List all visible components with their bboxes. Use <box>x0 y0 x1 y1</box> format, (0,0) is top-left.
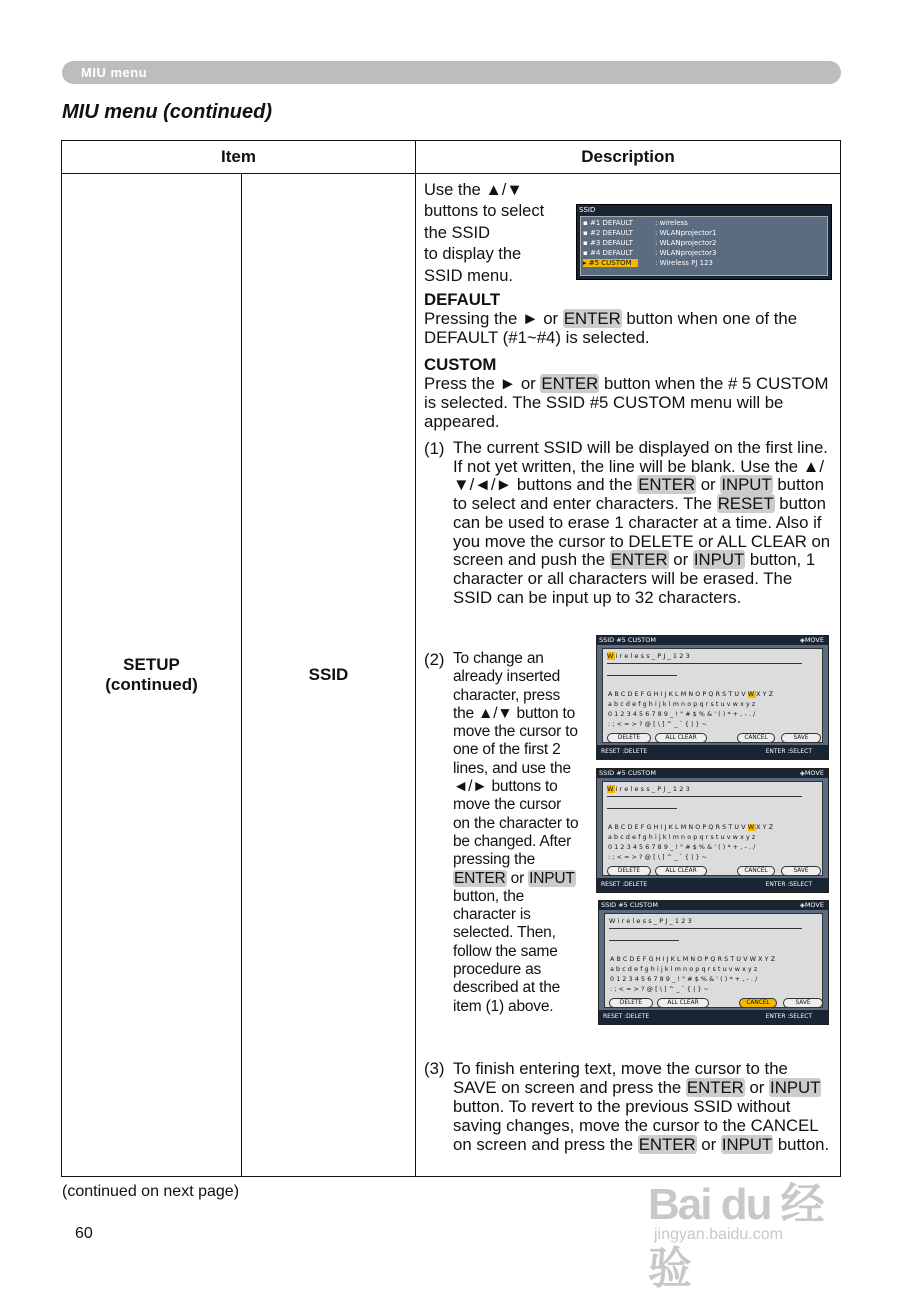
screen-all-clear-button: ALL CLEAR <box>655 733 707 743</box>
custom-screen-screenshot <box>596 635 829 760</box>
ssid-item-value: : WLANprojector3 <box>655 249 717 257</box>
move-hint: ◈MOVE <box>799 901 824 909</box>
col-item-header: Item <box>62 141 416 174</box>
screen-body <box>602 648 823 743</box>
ssid-menu-item: ▪ #1 DEFAULT : wireless <box>583 219 688 227</box>
text-underline <box>607 675 677 676</box>
item-label: SETUP (continued) <box>105 655 198 694</box>
ssid-item-name: ▸ #5 CUSTOM <box>583 259 638 267</box>
step3-text <box>453 1059 835 1154</box>
text-underline <box>607 663 802 664</box>
step-text-segment: button. To revert to the previous SSID without saving changes, move the cursor to the CANCEL on screen and press the <box>453 1097 819 1154</box>
enter-key: ENTER <box>563 309 621 328</box>
custom-screen-screenshot <box>596 768 829 893</box>
input-key: INPUT <box>693 550 745 570</box>
ssid-text: ireless_PJ_123 <box>617 917 694 925</box>
char-row-text: XYZ <box>756 824 776 831</box>
step-text-segment: button, 1 character or all characters will be erased. The SSID can be input up to 32 characters. <box>453 550 816 607</box>
char-selected: W <box>747 824 757 831</box>
table-header-row <box>62 141 841 174</box>
screen-footer <box>599 1010 828 1024</box>
step3-number: (3) <box>424 1059 445 1078</box>
intro-line: the SSID <box>424 223 491 242</box>
ssid-item-name: #2 DEFAULT <box>589 229 633 237</box>
ssid-item-value: : wireless <box>655 219 688 227</box>
ssid-item-value: : Wireless PJ 123 <box>655 259 713 267</box>
subitem-label: SSID <box>308 665 349 684</box>
step-text-segment: or <box>668 550 693 570</box>
screen-delete-button: DELETE <box>607 866 651 876</box>
move-hint: ◈MOVE <box>799 636 824 644</box>
ssid-menu-item-selected <box>583 258 825 268</box>
step-text-segment: button can be used to erase 1 character at a time. Also if you move the cursor to DELETE or ALL CLEAR on screen and push the <box>453 494 831 570</box>
enter-key: ENTER <box>541 374 599 393</box>
enter-hint: ENTER :SELECT <box>765 1013 812 1020</box>
screen-delete-button: DELETE <box>609 998 653 1008</box>
text-cursor: W <box>609 917 618 925</box>
intro-line: SSID menu. <box>424 266 513 285</box>
table-row <box>62 174 841 1177</box>
step-text-segment: button, the character is selected. Then, follow the same procedure as described at the item (1) above. <box>453 887 561 1015</box>
step2-text <box>453 650 581 1016</box>
step-text-segment: To change an already inserted character, press the ▲/▼ button to move the cursor to one of the first 2 lines, and use the ◄/► buttons to move the cursor on the character to be changed. After pressing the <box>453 650 579 869</box>
menu-table <box>61 140 841 1177</box>
screen-save-button: SAVE <box>781 866 821 876</box>
char-row-text: ABCDEFGHIJKLMNOPQRSTUV <box>608 691 748 698</box>
intro-text <box>424 180 574 287</box>
intro-line: buttons to select <box>424 202 545 221</box>
screen-footer <box>597 745 828 759</box>
page-number: 60 <box>75 1225 93 1242</box>
step-text-segment: button to select and enter characters. The <box>453 475 824 514</box>
screen-delete-button: DELETE <box>607 733 651 743</box>
ssid-text-line <box>607 785 692 793</box>
ssid-item-name: #1 DEFAULT <box>589 219 633 227</box>
screen-body <box>602 781 823 876</box>
watermark-url: jingyan.baidu.com <box>654 1226 783 1243</box>
ssid-menu-screenshot <box>576 204 832 280</box>
watermark-logo: Bai du 经验 <box>648 1180 823 1293</box>
default-text: Pressing the ► or ENTER button when one of the DEFAULT (#1~#4) is selected. <box>424 309 798 347</box>
screen-save-button: SAVE <box>781 733 821 743</box>
move-hint: ◈MOVE <box>799 769 824 777</box>
step-text-segment: or <box>744 1078 770 1097</box>
screen-cancel-button: CANCEL <box>737 866 775 876</box>
char-row: :;<=>?@[\]^_`{|}~ <box>608 854 710 861</box>
enter-hint: ENTER :SELECT <box>765 748 812 755</box>
ssid-text: ireless_PJ_123 <box>615 652 692 660</box>
char-row: 0123456789_!"#$%&'()*+,-./ <box>610 976 760 983</box>
step-text-segment: To finish entering text, move the cursor to the SAVE on screen and press the <box>453 1059 788 1097</box>
input-key: INPUT <box>721 475 772 495</box>
step-text-segment: button. <box>773 1135 830 1154</box>
ssid-text-line <box>607 652 692 660</box>
col-description-header: Description <box>416 141 841 174</box>
step-text-segment: or <box>696 1135 721 1154</box>
text-cursor: W <box>607 785 616 793</box>
text-underline <box>609 928 802 929</box>
screen-footer <box>597 878 828 892</box>
ssid-item-value: : WLANprojector2 <box>655 239 717 247</box>
enter-key: ENTER <box>638 475 696 495</box>
step-text-segment: or <box>696 475 721 495</box>
char-row-text: XYZ <box>756 691 776 698</box>
char-row-text: ABCDEFGHIJKLMNOPQRSTUV <box>610 956 750 963</box>
input-key: INPUT <box>529 869 575 887</box>
intro-line: Use the ▲/▼ <box>424 181 523 199</box>
reset-hint: RESET :DELETE <box>603 1013 650 1020</box>
char-row-text: XYZ <box>758 956 778 963</box>
text-underline <box>607 808 677 809</box>
reset-hint: RESET :DELETE <box>601 748 648 755</box>
ssid-menu-list <box>580 216 828 276</box>
reset-key: RESET <box>717 494 774 514</box>
ssid-item-name: #3 DEFAULT <box>589 239 633 247</box>
screen-save-button: SAVE <box>783 998 823 1008</box>
step1-text <box>453 439 833 607</box>
char-selected: W <box>747 691 757 698</box>
ssid-menu-item: ▪ #4 DEFAULT : WLANprojector3 <box>583 249 717 257</box>
char-row: :;<=>?@[\]^_`{|}~ <box>610 986 712 993</box>
ssid-item-name: #4 DEFAULT <box>589 249 633 257</box>
enter-key: ENTER <box>686 1078 744 1097</box>
step-text-segment: or <box>506 869 529 887</box>
step-text-segment: The current SSID will be displayed on the first line. If not yet written, the line will be blank. Use the ▲/▼/◄/► buttons and the <box>453 438 828 495</box>
custom-section <box>424 355 834 431</box>
screen-cancel-button: CANCEL <box>737 733 775 743</box>
text-underline <box>607 796 802 797</box>
char-row <box>610 956 777 963</box>
ssid-text: ireless_PJ_123 <box>615 785 692 793</box>
ssid-text-line <box>609 917 694 925</box>
input-key: INPUT <box>770 1078 821 1097</box>
description-cell <box>416 174 841 1177</box>
screen-cancel-button: CANCEL <box>739 998 777 1008</box>
custom-screen-screenshot <box>598 900 829 1025</box>
default-section <box>424 290 834 347</box>
page-title: MIU menu (continued) <box>62 101 272 123</box>
intro-line: to display the <box>424 245 522 264</box>
item-cell <box>62 174 242 1177</box>
char-row-text: ABCDEFGHIJKLMNOPQRSTUV <box>608 824 748 831</box>
custom-text: Press the ► or ENTER button when the # 5 CUSTOM is selected. The SSID #5 CUSTOM menu will be appeared. <box>424 374 829 431</box>
screen-title: SSID #5 CUSTOM ◈MOVE <box>599 901 828 910</box>
screen-all-clear-button: ALL CLEAR <box>655 866 707 876</box>
char-selected: W <box>749 956 759 963</box>
reset-hint: RESET :DELETE <box>601 881 648 888</box>
text-cursor: W <box>607 652 616 660</box>
input-key: INPUT <box>721 1135 773 1154</box>
step2-number: (2) <box>424 650 445 669</box>
char-row: :;<=>?@[\]^_`{|}~ <box>608 721 710 728</box>
ssid-menu-item: ▪ #3 DEFAULT : WLANprojector2 <box>583 239 717 247</box>
ssid-item-value: : WLANprojector1 <box>655 229 717 237</box>
char-row: abcdefghijklmnopqrstuvwxyz <box>608 834 758 841</box>
screen-title: SSID #5 CUSTOM ◈MOVE <box>597 769 828 778</box>
enter-key: ENTER <box>454 869 506 887</box>
enter-hint: ENTER :SELECT <box>765 881 812 888</box>
char-row: abcdefghijklmnopqrstuvwxyz <box>610 966 760 973</box>
subitem-cell <box>242 174 416 1177</box>
char-row: 0123456789_!"#$%&'()*+,-./ <box>608 711 758 718</box>
custom-heading: CUSTOM <box>424 355 497 374</box>
ssid-menu-title: SSID <box>579 206 596 214</box>
screen-title: SSID #5 CUSTOM ◈MOVE <box>597 636 828 645</box>
char-row: 0123456789_!"#$%&'()*+,-./ <box>608 844 758 851</box>
char-row: abcdefghijklmnopqrstuvwxyz <box>608 701 758 708</box>
enter-key: ENTER <box>610 550 668 570</box>
step1-number: (1) <box>424 439 445 458</box>
screen-body <box>604 913 823 1008</box>
text-underline <box>609 940 679 941</box>
enter-key: ENTER <box>638 1135 696 1154</box>
char-row <box>608 691 775 698</box>
baidu-watermark <box>648 1168 846 1293</box>
default-heading: DEFAULT <box>424 290 501 309</box>
continued-note: (continued on next page) <box>62 1183 240 1200</box>
ssid-menu-item: ▪ #2 DEFAULT : WLANprojector1 <box>583 229 717 237</box>
section-bar-label: MIU menu <box>81 65 148 80</box>
screen-all-clear-button: ALL CLEAR <box>657 998 709 1008</box>
char-row <box>608 824 775 831</box>
section-bar <box>62 61 841 84</box>
